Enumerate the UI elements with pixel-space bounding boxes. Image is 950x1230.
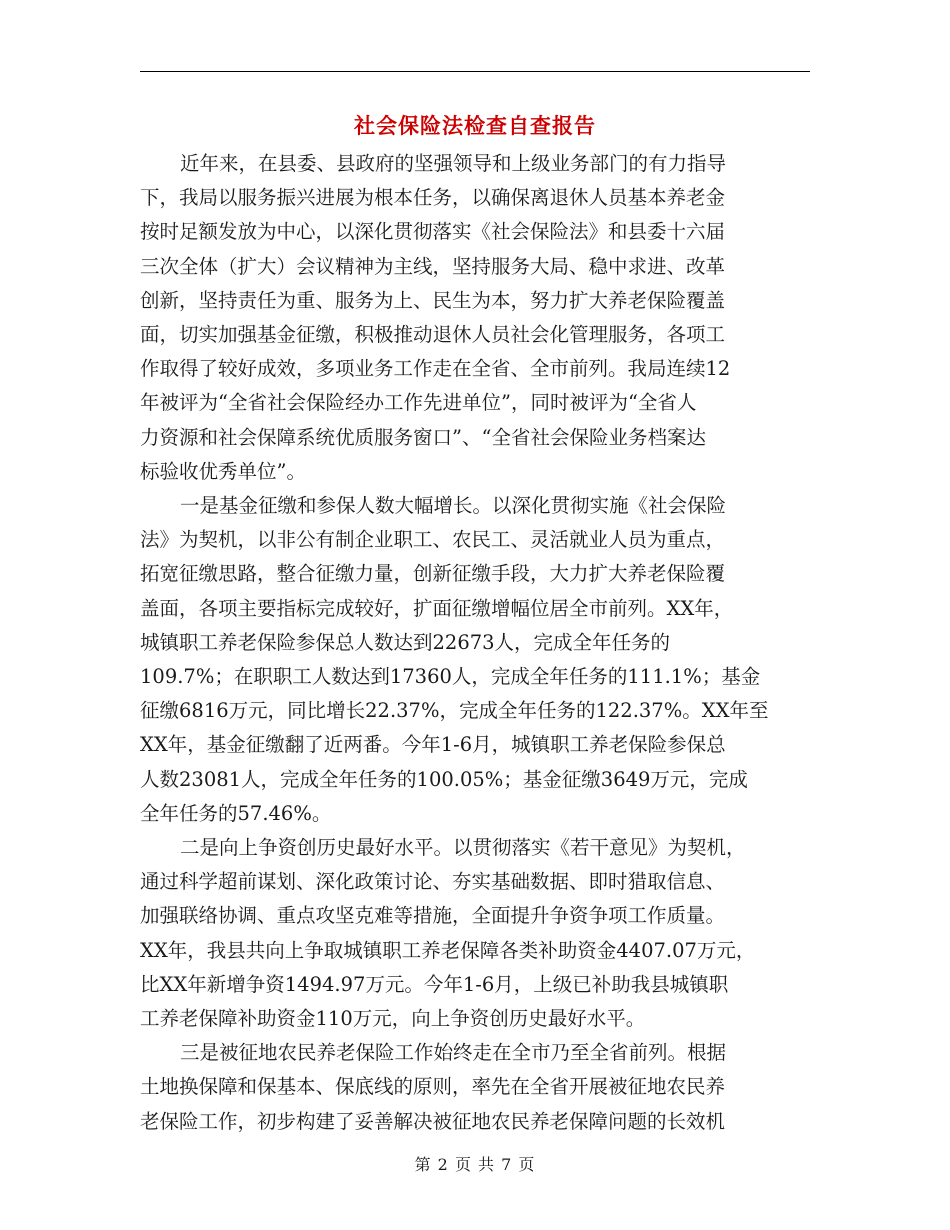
document-body bbox=[140, 147, 810, 1139]
paragraph-line: 法》为契机，以非公有制企业职工、农民工、灵活就业人员为重点， bbox=[140, 528, 726, 552]
paragraph-line: XX年，基金征缴翻了近两番。今年1-6月，城镇职工养老保险参保总 bbox=[140, 733, 726, 757]
paragraph-line: 年被评为“全省社会保险经办工作先进单位”，同时被评为“全省人 bbox=[140, 391, 697, 415]
paragraph-line: 老保险工作，初步构建了妥善解决被征地农民养老保障问题的长效机 bbox=[140, 1109, 726, 1133]
paragraph-line: 盖面，各项主要指标完成较好，扩面征缴增幅位居全市前列。XX年， bbox=[140, 596, 734, 620]
paragraph-line: 一是基金征缴和参保人数大幅增长。以深化贯彻实施《社会保险 bbox=[180, 494, 727, 518]
document-title: 社会保险法检查自查报告 bbox=[354, 114, 596, 138]
paragraph-line: XX年，我县共向上争取城镇职工养老保障各类补助资金4407.07万元， bbox=[140, 938, 756, 962]
paragraph-line: 作取得了较好成效，多项业务工作走在全省、全市前列。我局连续12 bbox=[140, 357, 731, 381]
paragraph-line: 城镇职工养老保险参保总人数达到22673人，完成全年任务的 bbox=[140, 630, 671, 654]
header-rule bbox=[140, 71, 810, 72]
paragraph-line: 征缴6816万元，同比增长22.37%，完成全年任务的122.37%。XX年至 bbox=[140, 699, 769, 723]
paragraph-line: 面，切实加强基金征缴，积极推动退休人员社会化管理服务，各项工 bbox=[140, 323, 726, 347]
paragraph-line: 三是被征地农民养老保险工作始终走在全市乃至全省前列。根据 bbox=[180, 1041, 727, 1065]
paragraph-line: 通过科学超前谋划、深化政策讨论、夯实基础数据、即时猎取信息、 bbox=[140, 870, 726, 894]
paragraph-line: 二是向上争资创历史最好水平。以贯彻落实《若干意见》为契机， bbox=[180, 836, 746, 860]
paragraph-line: 标验收优秀单位”。 bbox=[140, 459, 306, 483]
paragraph-line: 三次全体（扩大）会议精神为主线，坚持服务大局、稳中求进、改革 bbox=[140, 254, 726, 278]
body-paragraph bbox=[140, 1036, 810, 1139]
body-paragraph bbox=[140, 489, 810, 831]
paragraph-line: 拓宽征缴思路，整合征缴力量，创新征缴手段，大力扩大养老保险覆 bbox=[140, 562, 726, 586]
paragraph-line: 109.7%；在职职工人数达到17360人，完成全年任务的111.1%；基金 bbox=[140, 665, 761, 689]
paragraph-line: 加强联络协调、重点攻坚克难等措施，全面提升争资争项工作质量。 bbox=[140, 904, 726, 928]
paragraph-line: 创新，坚持责任为重、服务为上、民生为本，努力扩大养老保险覆盖 bbox=[140, 288, 726, 312]
paragraph-line: 比XX年新增争资1494.97万元。今年1-6月，上级已补助我县城镇职 bbox=[140, 972, 729, 996]
paragraph-line: 按时足额发放为中心，以深化贯彻落实《社会保险法》和县委十六届 bbox=[140, 220, 726, 244]
paragraph-line: 全年任务的57.46%。 bbox=[140, 801, 332, 825]
body-paragraph bbox=[140, 147, 810, 489]
paragraph-line: 土地换保障和保基本、保底线的原则，率先在全省开展被征地农民养 bbox=[140, 1075, 726, 1099]
body-paragraph bbox=[140, 831, 810, 1036]
paragraph-line: 近年来，在县委、县政府的坚强领导和上级业务部门的有力指导 bbox=[180, 152, 727, 175]
page-footer: 第 2 页 共 7 页 bbox=[414, 1155, 536, 1174]
paragraph-line: 力资源和社会保障系统优质服务窗口”、“全省社会保险业务档案达 bbox=[140, 425, 706, 449]
paragraph-line: 人数23081人，完成全年任务的100.05%；基金征缴3649万元，完成 bbox=[140, 767, 748, 791]
paragraph-line: 下，我局以服务振兴进展为根本任务，以确保离退休人员基本养老金 bbox=[140, 186, 726, 210]
paragraph-line: 工养老保障补助资金110万元，向上争资创历史最好水平。 bbox=[140, 1007, 646, 1031]
